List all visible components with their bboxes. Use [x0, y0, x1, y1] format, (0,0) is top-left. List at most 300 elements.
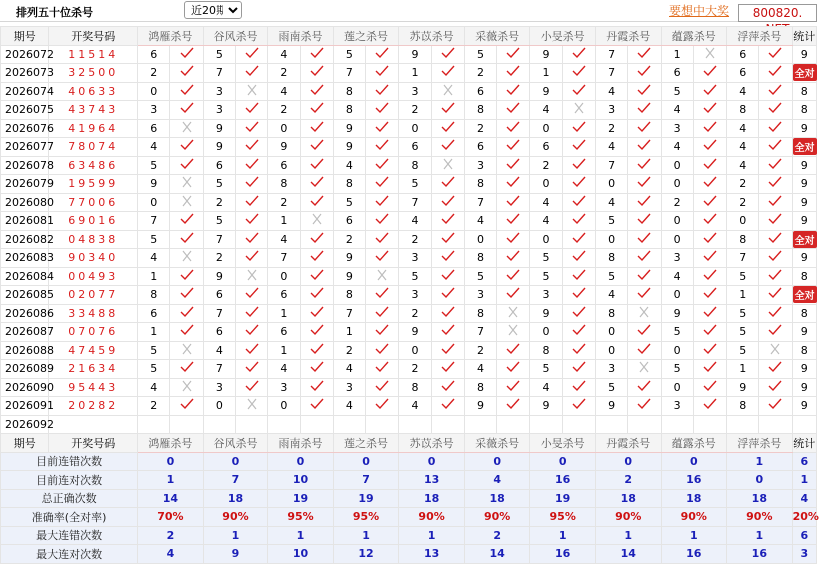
check-icon — [572, 121, 586, 133]
stat-value: 13 — [399, 471, 465, 490]
check-icon — [180, 213, 194, 225]
stat-value: 90% — [399, 508, 465, 527]
total-cell — [792, 64, 816, 83]
hit-cell — [300, 82, 333, 101]
hit-cell — [366, 360, 399, 379]
winning-number-cell: 78074 — [49, 138, 138, 157]
hit-cell — [497, 286, 530, 305]
winning-number-cell: 90340 — [49, 249, 138, 268]
stat-value: 1 — [595, 526, 661, 545]
check-icon — [572, 65, 586, 77]
header-expert[interactable]: 蕴露杀号 — [661, 434, 727, 453]
stat-value: 19 — [530, 489, 596, 508]
check-icon — [703, 176, 717, 188]
kill-number-cell: 6 — [464, 138, 496, 157]
hit-cell — [562, 193, 595, 212]
all-correct-badge: 全对 — [793, 231, 817, 248]
kill-number-cell: 3 — [203, 378, 235, 397]
check-icon — [572, 47, 586, 59]
stat-value: 1 — [399, 526, 465, 545]
hit-cell — [300, 156, 333, 175]
kill-number-cell: 4 — [661, 138, 693, 157]
stat-value: 4 — [138, 545, 204, 564]
miss-cell — [497, 304, 530, 323]
hit-cell — [759, 175, 792, 194]
check-icon — [245, 158, 259, 170]
kill-number-cell: 1 — [727, 286, 759, 305]
stat-value: 10 — [268, 471, 334, 490]
check-icon — [506, 213, 520, 225]
hit-cell — [235, 304, 267, 323]
check-icon — [245, 343, 259, 355]
hit-cell — [300, 360, 333, 379]
hit-cell — [431, 249, 464, 268]
hit-cell — [759, 286, 792, 305]
check-icon — [245, 102, 259, 114]
stat-row — [1, 489, 817, 508]
hit-cell — [497, 101, 530, 120]
kill-number-cell: 4 — [595, 193, 627, 212]
hit-cell — [497, 82, 530, 101]
check-icon — [245, 176, 259, 188]
stat-value: 12 — [333, 545, 399, 564]
kill-number-cell: 4 — [203, 341, 235, 360]
issue-cell: 2026079 — [1, 175, 49, 194]
kill-number-cell: 6 — [727, 64, 759, 83]
check-icon — [310, 232, 324, 244]
check-icon — [245, 65, 259, 77]
check-icon — [637, 287, 651, 299]
stat-value: 14 — [464, 545, 530, 564]
cross-icon — [703, 47, 717, 59]
kill-number-cell: 0 — [530, 323, 562, 342]
hit-cell — [497, 175, 530, 194]
check-icon — [506, 195, 520, 207]
hit-cell — [497, 212, 530, 231]
header-expert[interactable]: 蕴露杀号 — [661, 27, 727, 46]
issue-cell: 2026090 — [1, 378, 49, 397]
kill-number-cell: 6 — [464, 82, 496, 101]
kill-number-cell: 3 — [661, 397, 693, 416]
kill-number-cell: 7 — [595, 45, 627, 64]
header-expert[interactable]: 雨南杀号 — [268, 434, 334, 453]
kill-number-cell: 8 — [399, 378, 431, 397]
hit-cell — [235, 45, 267, 64]
check-icon — [703, 250, 717, 262]
hit-cell — [366, 175, 399, 194]
total-cell: 9 — [792, 360, 816, 379]
check-icon — [441, 343, 455, 355]
kill-number-cell: 4 — [661, 101, 693, 120]
kill-number-cell: 9 — [399, 45, 431, 64]
kill-number-cell: 2 — [333, 230, 365, 249]
check-icon — [768, 269, 782, 281]
hit-cell — [562, 156, 595, 175]
hit-cell — [497, 138, 530, 157]
check-icon — [310, 102, 324, 114]
hit-cell — [693, 397, 726, 416]
stat-value: 1 — [727, 526, 793, 545]
kill-number-cell: 2 — [530, 156, 562, 175]
table-row — [1, 64, 817, 83]
check-icon — [375, 306, 389, 318]
hit-cell — [759, 323, 792, 342]
miss-cell — [431, 156, 464, 175]
check-icon — [572, 324, 586, 336]
check-icon — [441, 398, 455, 410]
kill-number-cell: 4 — [138, 378, 170, 397]
stat-total-value: 3 — [792, 545, 816, 564]
check-icon — [703, 287, 717, 299]
hit-cell — [235, 175, 267, 194]
check-icon — [572, 361, 586, 373]
kill-number-cell: 5 — [661, 323, 693, 342]
hit-cell — [693, 82, 726, 101]
stat-value: 1 — [333, 526, 399, 545]
header-total: 统计 — [792, 434, 816, 453]
check-icon — [703, 380, 717, 392]
kill-number-cell: 2 — [595, 119, 627, 138]
issue-cell: 2026081 — [1, 212, 49, 231]
winning-number-cell: 43743 — [49, 101, 138, 120]
cross-icon — [441, 84, 455, 96]
hit-cell — [562, 175, 595, 194]
hit-cell — [366, 378, 399, 397]
hit-cell — [693, 341, 726, 360]
check-icon — [441, 361, 455, 373]
empty-cell — [300, 415, 333, 434]
winning-number-cell: 11514 — [49, 45, 138, 64]
check-icon — [768, 195, 782, 207]
check-icon — [703, 361, 717, 373]
stat-value: 7 — [203, 471, 268, 490]
check-icon — [245, 139, 259, 151]
header-expert[interactable]: 苏苡杀号 — [399, 434, 465, 453]
hit-cell — [235, 378, 267, 397]
check-icon — [768, 121, 782, 133]
stat-value: 95% — [333, 508, 399, 527]
hit-cell — [628, 397, 661, 416]
winning-number-cell: 41964 — [49, 119, 138, 138]
stat-value: 90% — [727, 508, 793, 527]
issue-cell: 2026083 — [1, 249, 49, 268]
header-expert[interactable]: 采薇杀号 — [464, 27, 530, 46]
stat-value: 90% — [595, 508, 661, 527]
promo-link[interactable]: 要想中大奖 — [669, 4, 730, 18]
check-icon — [441, 287, 455, 299]
check-icon — [441, 176, 455, 188]
check-icon — [310, 47, 324, 59]
kill-number-cell: 2 — [203, 193, 235, 212]
kill-number-cell: 9 — [399, 323, 431, 342]
check-icon — [245, 287, 259, 299]
kill-number-cell: 3 — [138, 101, 170, 120]
hit-cell — [562, 360, 595, 379]
check-icon — [506, 139, 520, 151]
kill-number-cell: 8 — [595, 249, 627, 268]
hit-cell — [759, 360, 792, 379]
cross-icon — [310, 213, 324, 225]
check-icon — [310, 343, 324, 355]
kill-number-cell: 8 — [399, 156, 431, 175]
hit-cell — [366, 101, 399, 120]
check-icon — [441, 324, 455, 336]
stat-value: 9 — [203, 545, 268, 564]
kill-number-cell: 0 — [661, 378, 693, 397]
miss-cell — [170, 193, 203, 212]
kill-number-cell: 0 — [661, 230, 693, 249]
kill-number-cell: 4 — [595, 138, 627, 157]
stat-value: 18 — [399, 489, 465, 508]
kill-number-cell: 4 — [595, 82, 627, 101]
range-select[interactable] — [184, 1, 242, 19]
check-icon — [245, 47, 259, 59]
hit-cell — [170, 304, 203, 323]
hit-cell — [693, 304, 726, 323]
hit-cell — [300, 138, 333, 157]
kill-number-cell: 2 — [464, 64, 496, 83]
check-icon — [441, 139, 455, 151]
header-expert[interactable]: 浮萍杀号 — [727, 434, 793, 453]
total-cell: 9 — [792, 45, 816, 64]
total-cell: 9 — [792, 175, 816, 194]
kill-number-cell: 3 — [661, 249, 693, 268]
hit-cell — [759, 138, 792, 157]
check-icon — [703, 65, 717, 77]
check-icon — [637, 343, 651, 355]
header-number: 开奖号码 — [49, 27, 138, 46]
total-cell: 8 — [792, 304, 816, 323]
hit-cell — [628, 82, 661, 101]
check-icon — [703, 158, 717, 170]
hit-cell — [497, 45, 530, 64]
kill-number-cell: 0 — [661, 286, 693, 305]
kill-number-cell: 2 — [399, 304, 431, 323]
check-icon — [637, 84, 651, 96]
header-expert[interactable]: 丹霞杀号 — [595, 27, 661, 46]
kill-number-cell: 1 — [138, 267, 170, 286]
stat-value: 1 — [268, 526, 334, 545]
miss-cell — [170, 378, 203, 397]
check-icon — [180, 269, 194, 281]
check-icon — [506, 361, 520, 373]
table-row — [1, 397, 817, 416]
kill-number-cell: 0 — [530, 119, 562, 138]
check-icon — [637, 176, 651, 188]
header-expert[interactable]: 谷风杀号 — [203, 434, 268, 453]
kill-number-cell: 1 — [661, 45, 693, 64]
top-bar — [0, 0, 817, 22]
cross-icon — [180, 250, 194, 262]
kill-number-cell: 0 — [661, 175, 693, 194]
check-icon — [637, 269, 651, 281]
header-expert[interactable]: 鸿雁杀号 — [138, 434, 204, 453]
check-icon — [506, 158, 520, 170]
stat-value: 4 — [464, 471, 530, 490]
check-icon — [310, 380, 324, 392]
header-expert[interactable]: 小旻杀号 — [530, 434, 596, 453]
stat-value: 0 — [399, 452, 465, 471]
miss-cell — [759, 341, 792, 360]
check-icon — [703, 324, 717, 336]
kill-number-cell: 4 — [595, 286, 627, 305]
table-row — [1, 230, 817, 249]
hit-cell — [497, 397, 530, 416]
cross-icon — [637, 361, 651, 373]
cross-icon — [245, 398, 259, 410]
kill-number-cell: 6 — [268, 323, 300, 342]
kill-number-cell: 0 — [399, 341, 431, 360]
check-icon — [572, 213, 586, 225]
check-icon — [441, 213, 455, 225]
table-row — [1, 286, 817, 305]
kill-number-cell: 4 — [727, 138, 759, 157]
kill-number-cell: 1 — [333, 323, 365, 342]
hit-cell — [431, 45, 464, 64]
kill-number-cell: 3 — [464, 286, 496, 305]
issue-cell: 2026078 — [1, 156, 49, 175]
kill-number-cell: 8 — [333, 175, 365, 194]
kill-number-cell: 6 — [138, 304, 170, 323]
hit-cell — [693, 119, 726, 138]
kill-number-cell: 6 — [138, 45, 170, 64]
header-expert[interactable]: 莲之杀号 — [333, 27, 399, 46]
kill-number-cell: 5 — [203, 212, 235, 231]
kill-number-cell: 9 — [530, 45, 562, 64]
current-kill-number: 1 — [661, 415, 693, 434]
table-row — [1, 267, 817, 286]
kill-number-cell: 7 — [138, 212, 170, 231]
hit-cell — [628, 341, 661, 360]
stat-row — [1, 508, 817, 527]
check-icon — [703, 102, 717, 114]
issue-cell: 2026092 — [1, 415, 49, 434]
total-cell: 8 — [792, 82, 816, 101]
header-expert[interactable]: 鸿雁杀号 — [138, 27, 204, 46]
check-icon — [506, 380, 520, 392]
stat-value: 7 — [333, 471, 399, 490]
issue-cell: 2026086 — [1, 304, 49, 323]
check-icon — [375, 84, 389, 96]
check-icon — [375, 287, 389, 299]
total-cell: 9 — [792, 378, 816, 397]
check-icon — [637, 139, 651, 151]
check-icon — [637, 232, 651, 244]
check-icon — [310, 250, 324, 262]
kill-number-cell: 5 — [203, 175, 235, 194]
check-icon — [768, 324, 782, 336]
check-icon — [506, 269, 520, 281]
check-icon — [180, 102, 194, 114]
table-row — [1, 119, 817, 138]
kill-number-cell: 3 — [203, 82, 235, 101]
total-cell: 9 — [792, 397, 816, 416]
header-expert[interactable]: 莲之杀号 — [333, 434, 399, 453]
check-icon — [375, 380, 389, 392]
header-expert[interactable]: 苏苡杀号 — [399, 27, 465, 46]
kill-number-cell: 3 — [595, 360, 627, 379]
hit-cell — [300, 193, 333, 212]
header-expert[interactable]: 雨南杀号 — [268, 27, 334, 46]
check-icon — [768, 213, 782, 225]
hit-cell — [628, 101, 661, 120]
hit-cell — [431, 304, 464, 323]
hit-cell — [759, 64, 792, 83]
kill-number-cell: 4 — [661, 267, 693, 286]
check-icon — [441, 380, 455, 392]
check-icon — [375, 139, 389, 151]
check-icon — [180, 84, 194, 96]
hit-cell — [693, 156, 726, 175]
check-icon — [245, 121, 259, 133]
header-expert[interactable]: 采薇杀号 — [464, 434, 530, 453]
hit-cell — [693, 212, 726, 231]
stat-value: 19 — [268, 489, 334, 508]
winning-number-cell: 19599 — [49, 175, 138, 194]
kill-number-cell: 5 — [727, 304, 759, 323]
kill-number-cell: 4 — [727, 82, 759, 101]
hit-cell — [431, 341, 464, 360]
header-expert[interactable]: 谷风杀号 — [203, 27, 268, 46]
miss-cell — [235, 267, 267, 286]
hit-cell — [759, 378, 792, 397]
page-title: 排列五十位杀号 — [16, 6, 93, 19]
hit-cell — [759, 82, 792, 101]
check-icon — [572, 306, 586, 318]
check-icon — [637, 65, 651, 77]
kill-number-cell: 2 — [399, 230, 431, 249]
kill-number-cell: 3 — [268, 378, 300, 397]
kill-number-cell: 8 — [530, 341, 562, 360]
header-expert[interactable]: 丹霞杀号 — [595, 434, 661, 453]
kill-number-cell: 3 — [399, 286, 431, 305]
kill-number-cell: 1 — [138, 323, 170, 342]
check-icon — [506, 102, 520, 114]
hit-cell — [431, 230, 464, 249]
kill-number-cell: 5 — [727, 267, 759, 286]
kill-number-cell: 4 — [268, 82, 300, 101]
check-icon — [572, 287, 586, 299]
stat-value: 1 — [530, 526, 596, 545]
hit-cell — [431, 138, 464, 157]
check-icon — [637, 121, 651, 133]
table-row — [1, 193, 817, 212]
check-icon — [375, 158, 389, 170]
miss-cell — [431, 82, 464, 101]
kill-number-cell: 8 — [464, 378, 496, 397]
winning-number-cell: 69016 — [49, 212, 138, 231]
stat-value: 16 — [661, 471, 727, 490]
kill-number-cell: 4 — [268, 230, 300, 249]
kill-number-cell: 2 — [727, 193, 759, 212]
hit-cell — [628, 175, 661, 194]
header-expert[interactable]: 小旻杀号 — [530, 27, 596, 46]
hit-cell — [693, 193, 726, 212]
hit-cell — [693, 64, 726, 83]
hit-cell — [235, 64, 267, 83]
hit-cell — [170, 267, 203, 286]
stat-value: 95% — [530, 508, 596, 527]
hit-cell — [497, 64, 530, 83]
stat-label: 目前连对次数 — [1, 471, 138, 490]
kill-number-cell: 5 — [203, 45, 235, 64]
kill-number-cell: 5 — [399, 267, 431, 286]
kill-number-cell: 1 — [268, 304, 300, 323]
header-expert[interactable]: 浮萍杀号 — [727, 27, 793, 46]
current-kill-number: 8 — [333, 415, 365, 434]
kill-number-cell: 4 — [530, 101, 562, 120]
stat-value: 13 — [399, 545, 465, 564]
